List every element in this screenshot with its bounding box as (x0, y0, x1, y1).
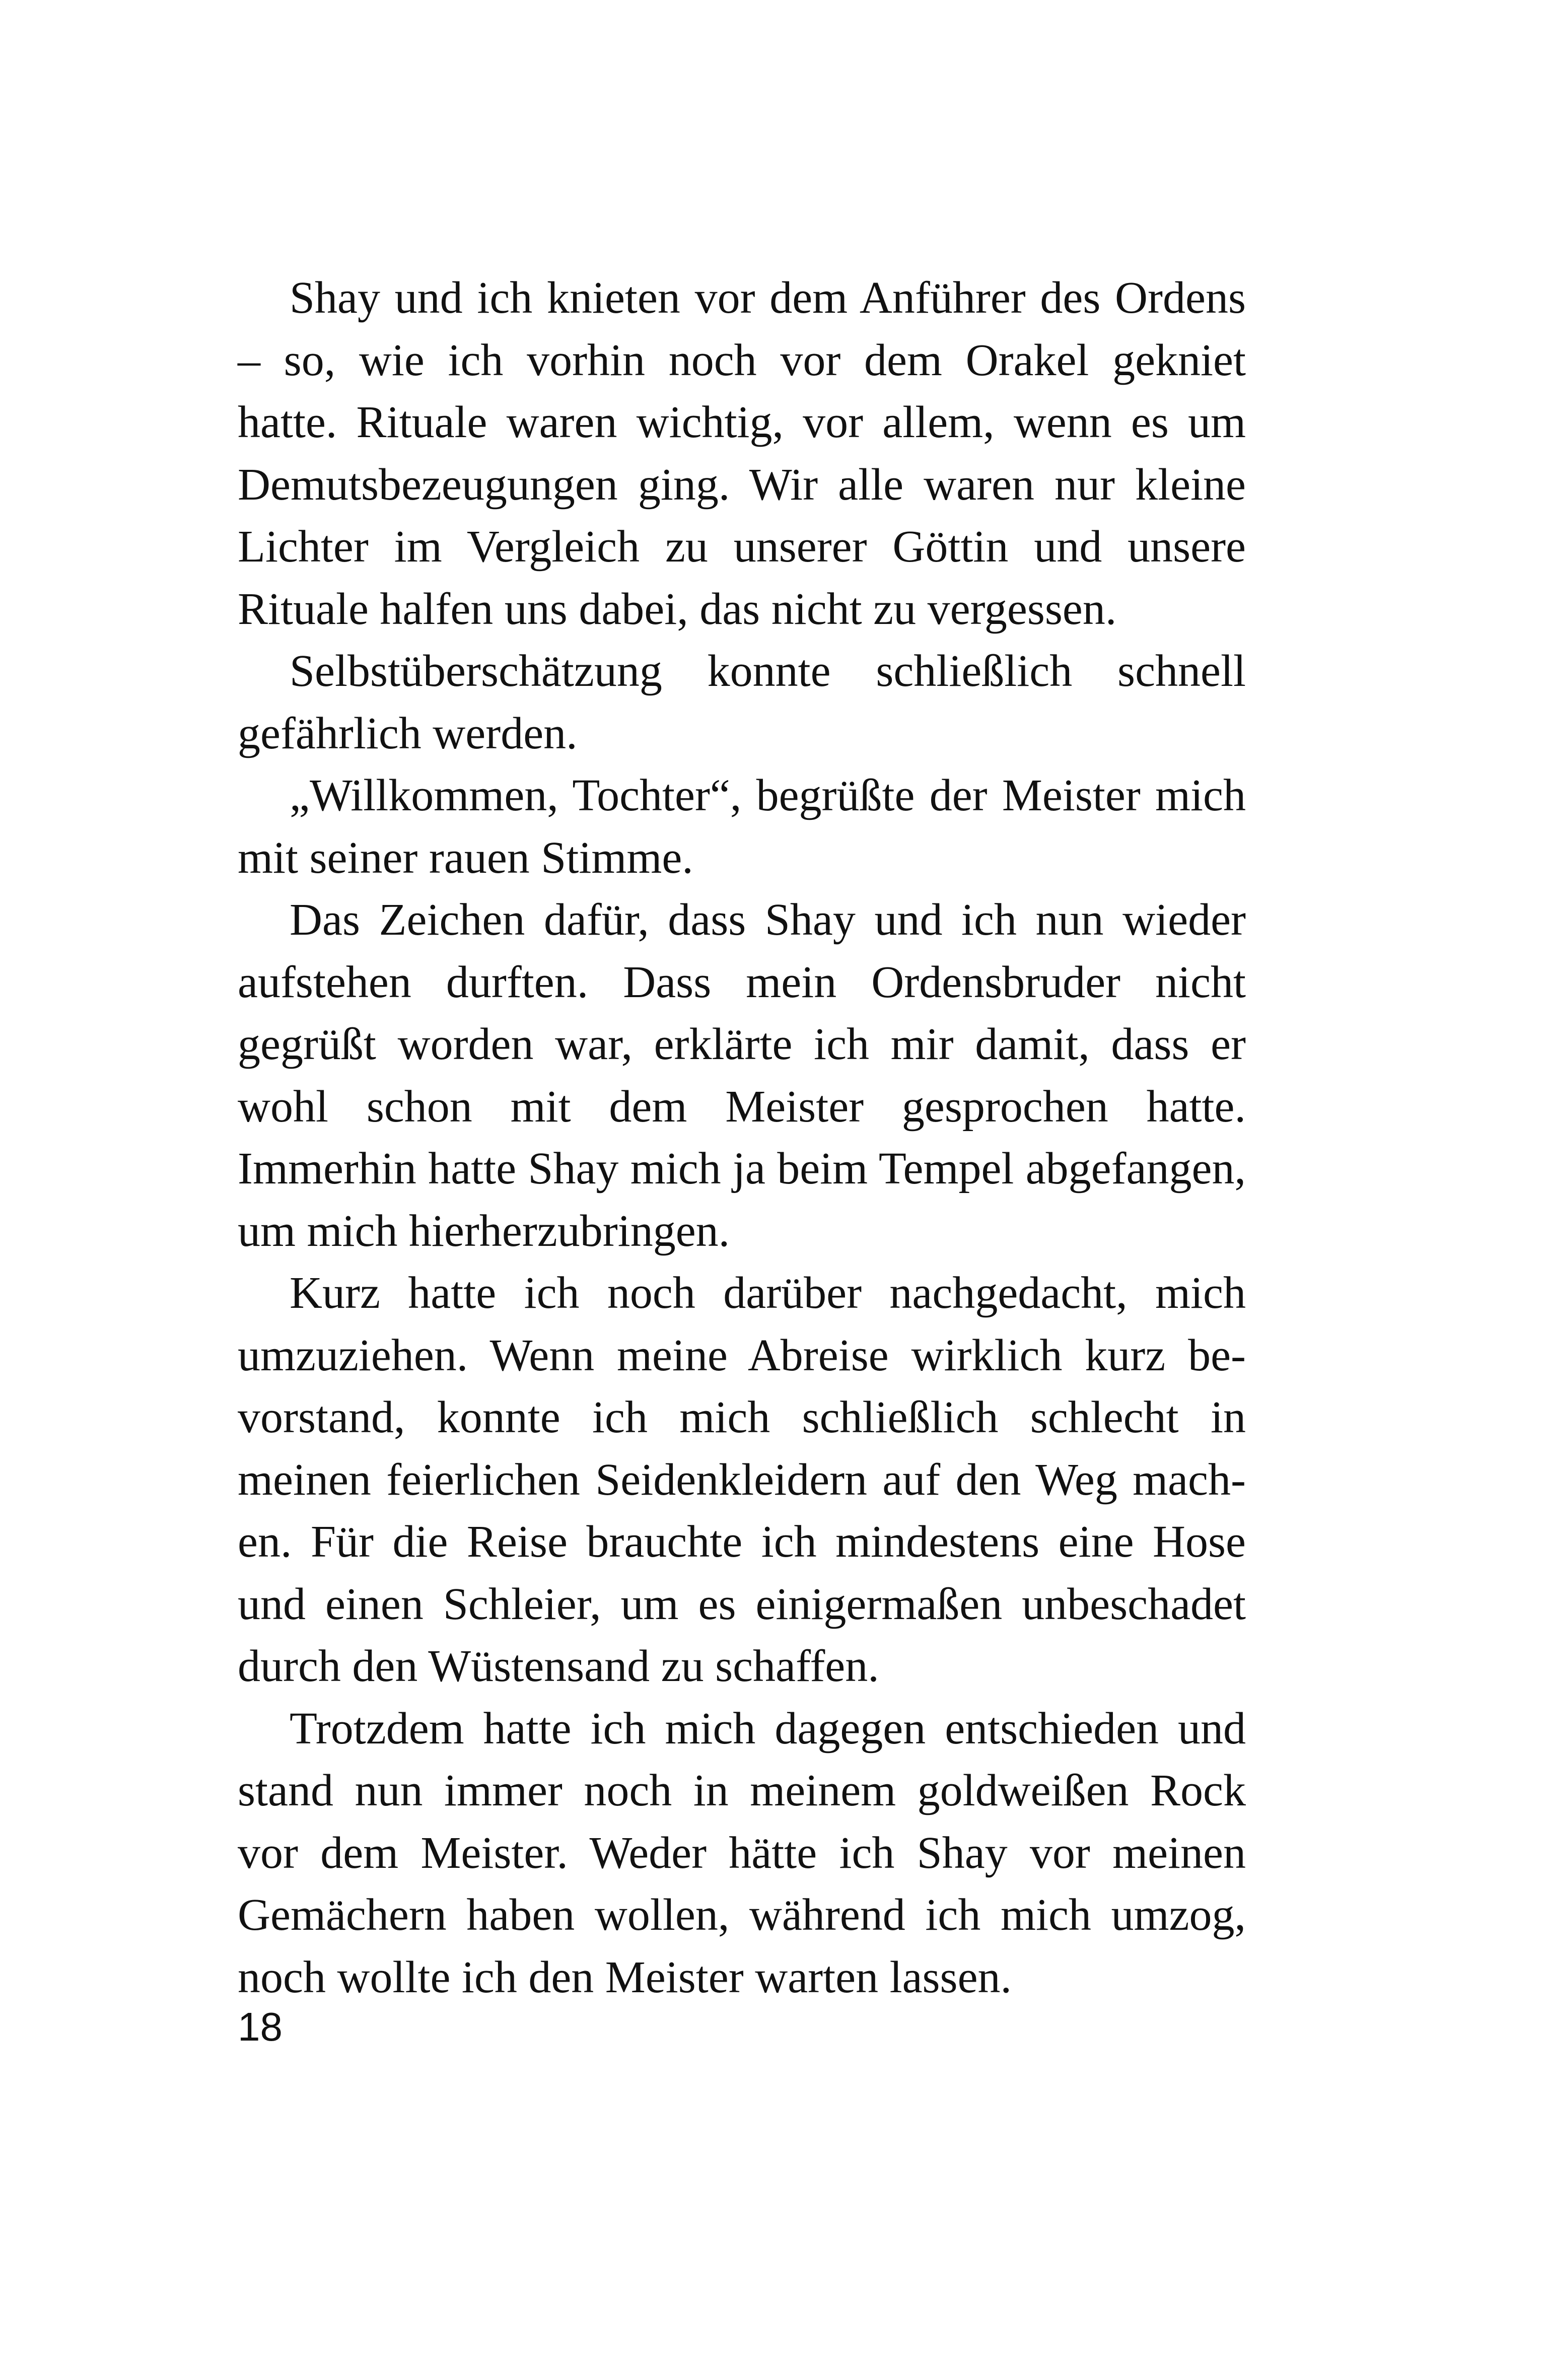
paragraph-1: Shay und ich knieten vor dem Anführer des Ordens – so, wie ich vorhin noch vor dem Orakel gekniet hatte. Rituale waren wichtig, vor allem, wenn es um Demutsbezeugungen ging. Wir alle waren nur kleine Lichter im Vergleich zu unserer Göttin und unsere Rituale halfen uns dabei, das nicht zu vergessen. (238, 273, 1246, 634)
paragraph-4: Das Zeichen dafür, dass Shay und ich nun wieder aufstehen durften. Dass mein Ordensbruder nicht gegrüßt worden war, erklärte ich mir damit, dass er wohl schon mit dem Meister gesprochen hatte. Immerhin hatte Shay mich ja beim Tempel abgefangen, um mich hierherzubringen. (238, 895, 1246, 1256)
body-text (238, 267, 1246, 2008)
paragraph-3: „Willkommen, Tochter“, begrüßte der Meister mich mit seiner rauen Stimme. (238, 771, 1246, 883)
page-number: 18 (238, 2004, 283, 2049)
paragraph-6: Trotzdem hatte ich mich dagegen entschieden und stand nun immer noch in meinem goldweißen Rock vor dem Meister. Weder hätte ich Shay vor meinen Gemächern haben wollen, während ich mich umzog, noch wollte ich den Meister warten lassen. (238, 1703, 1246, 2002)
paragraph-2: Selbstüberschätzung konnte schließlich schnell gefährlich werden. (238, 646, 1246, 758)
paragraph-5: Kurz hatte ich noch darüber nachgedacht, mich umzuziehen. Wenn meine Abreise wirklich kurz bevorstand, konnte ich mich schließlich schlecht in meinen feierlichen Seidenkleidern auf den Weg machen. Für die Reise brauchte ich mindestens eine Hose und einen Schleier, um es einigermaßen unbeschadet durch den Wüstensand zu schaffen. (238, 1268, 1246, 1691)
